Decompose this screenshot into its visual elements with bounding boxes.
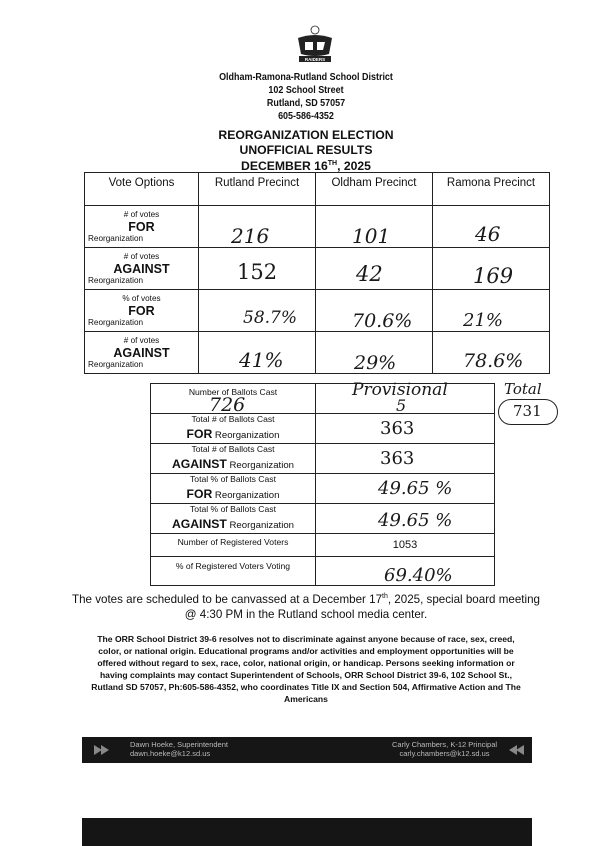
precinct-results-table: [84, 172, 550, 374]
rutland-value: 216: [199, 206, 316, 248]
total-value: 731: [513, 402, 542, 420]
registered-value: 1053: [316, 534, 495, 557]
nondiscrimination-policy: The ORR School District 39-6 resolves not to discriminate against anyone because of race, sex, creed, color, or national origin. Educational programs and/or activities and employment opportunities will be offered without regard to sex, race, color, national origin, or handicap. Persons seeking information or having complaints may contact Superintendent of Schools, ORR School District 39-6, 102 School St., Rutland SD 57057, Ph:605-586-4352, who coordinates Title IX and Section 504, Affirmative Action and The Americans: [91, 634, 521, 704]
table-row: [151, 534, 495, 557]
provisional-value: 5: [396, 396, 407, 415]
footer-bar: [82, 818, 532, 846]
district-logo: [293, 24, 337, 64]
principal-name: Carly Chambers, K-12 Principal: [392, 740, 498, 749]
footer-left: [130, 740, 228, 758]
title-line-1: REORGANIZATION ELECTION: [218, 128, 394, 142]
table-row: [151, 414, 495, 444]
total-circle: [498, 399, 558, 425]
canvass-notice: The votes are scheduled to be canvassed at a December 17th, 2025, special board meeting @ 4:30 PM in the Rutland school media center.: [72, 592, 540, 621]
title-line-2: UNOFFICIAL RESULTS: [239, 142, 373, 157]
summary-value: 49.65 %: [316, 504, 495, 534]
total-label: Total: [504, 380, 542, 398]
pct-voting-label: % of Registered Voters Voting: [151, 557, 316, 586]
registered-label: Number of Registered Voters: [151, 534, 316, 557]
ramona-value: 169: [433, 248, 550, 290]
header-ramona: Ramona Precinct: [433, 173, 550, 206]
district-phone: 605-586-4352: [278, 111, 334, 122]
summary-value: 363: [316, 444, 495, 474]
district-city: Rutland, SD 57057: [266, 98, 346, 109]
ballots-cast-value: 726: [209, 394, 246, 416]
row-label: # of votes AGAINST Reorganization: [85, 332, 199, 374]
oldham-value: 42: [316, 248, 433, 290]
chevron-left-icon: [506, 744, 526, 756]
provisional-label: Provisional: [352, 380, 448, 400]
table-header-row: [85, 173, 550, 206]
ballot-summary-table: [150, 380, 495, 586]
summary-label: Total % of Ballots Cast FOR Reorganization: [151, 474, 316, 504]
table-row: [85, 206, 550, 248]
summary-value: 49.65 %: [316, 474, 495, 504]
footer-right: [392, 740, 497, 758]
header-rutland: Rutland Precinct: [199, 173, 316, 206]
table-row: [151, 504, 495, 534]
superintendent-name: Dawn Hoeke, Superintendent: [130, 740, 228, 749]
table-row: [151, 474, 495, 504]
ballots-cast-cell: Number of Ballots Cast 726: [151, 384, 316, 414]
table-row: [85, 290, 550, 332]
oldham-value: 70.6%: [316, 290, 433, 332]
district-street: 102 School Street: [268, 85, 344, 96]
superintendent-email: dawn.hoeke@k12.sd.us: [130, 749, 211, 758]
rutland-value: 58.7%: [199, 290, 316, 332]
rutland-value: 41%: [199, 332, 316, 374]
table-row: [85, 248, 550, 290]
summary-label: Total % of Ballots Cast AGAINST Reorganization: [151, 504, 316, 534]
oldham-value: 101: [316, 206, 433, 248]
logo-text: RAIDERS: [304, 57, 326, 62]
chevron-right-icon: [92, 744, 112, 756]
row-label: # of votes AGAINST Reorganization: [85, 248, 199, 290]
row-label: # of votes FOR Reorganization: [85, 206, 199, 248]
row-label: % of votes FOR Reorganization: [85, 290, 199, 332]
header-oldham: Oldham Precinct: [316, 173, 433, 206]
summary-label: Total # of Ballots Cast FOR Reorganization: [151, 414, 316, 444]
summary-label: Total # of Ballots Cast AGAINST Reorganization: [151, 444, 316, 474]
footer-bar: [82, 737, 532, 763]
ramona-value: 46: [433, 206, 550, 248]
oldham-value: 29%: [316, 332, 433, 374]
ramona-value: 21%: [433, 290, 550, 332]
table-row: [151, 444, 495, 474]
title-date: DECEMBER 16TH, 2025: [241, 159, 371, 174]
summary-value: 363: [316, 414, 495, 444]
provisional-cell: [316, 380, 495, 415]
table-row: [151, 384, 495, 414]
election-title: [0, 128, 612, 174]
pct-voting-value: 69.40%: [316, 557, 495, 586]
rutland-value: 152: [199, 248, 316, 290]
table-row: [151, 557, 495, 586]
district-name: Oldham-Ramona-Rutland School District: [219, 72, 393, 83]
district-header: [0, 71, 612, 123]
ramona-value: 78.6%: [433, 332, 550, 374]
table-row: [85, 332, 550, 374]
header-vote-options: Vote Options: [85, 173, 199, 206]
principal-email: carly.chambers@k12.sd.us: [399, 749, 490, 758]
